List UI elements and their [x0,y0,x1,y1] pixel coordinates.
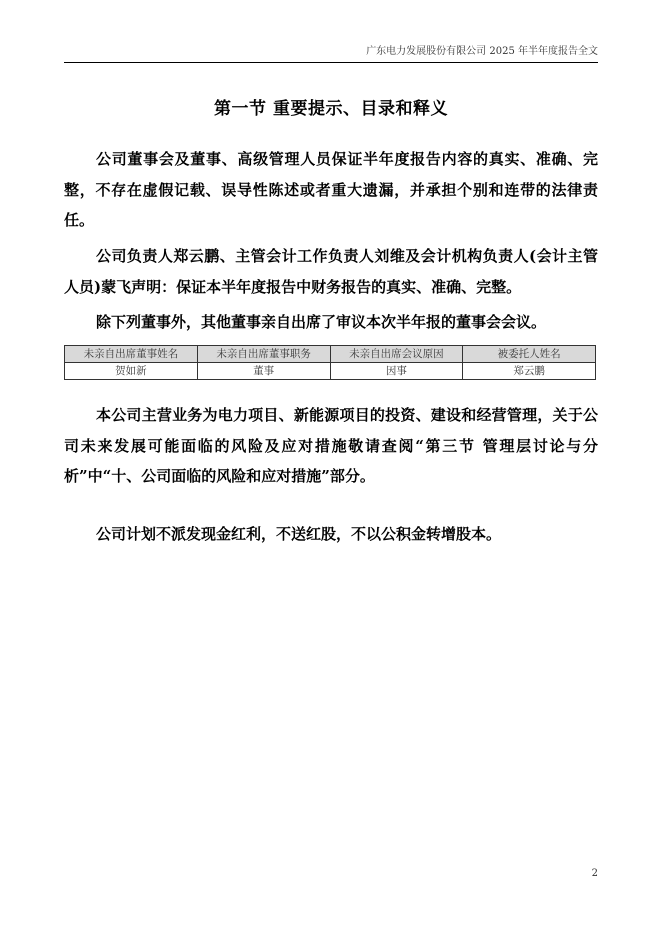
table-header-row [65,346,596,363]
cell-absent-director-position: 董事 [197,363,330,380]
section-title: 第一节 重要提示、目录和释义 [214,99,448,119]
absent-directors-table [64,345,596,380]
running-header-title: 广东电力发展股份有限公司 2025 年半年度报告全文 [366,46,598,57]
paragraph-business-risks: 本公司主营业务为电力项目、新能源项目的投资、建设和经营管理，关于公司未来发展可能面临的风险及应对措施敬请查阅“第三节 管理层讨论与分析”中“十、公司面临的风险和应对措施”部分。 [64,406,598,485]
table-row [65,363,596,380]
cell-absence-reason: 因事 [330,363,463,380]
column-header-proxy-name: 被委托人姓名 [463,346,596,363]
column-header-absence-reason: 未亲自出席会议原因 [330,346,463,363]
paragraph-dividend-plan: 公司计划不派发现金红利，不送红股，不以公积金转增股本。 [96,525,502,543]
paragraph-officers-statement: 公司负责人郑云鹏、主管会计工作负责人刘维及会计机构负责人(会计主管人员)蒙飞声明：保证本半年度报告中财务报告的真实、准确、完整。 [64,247,598,296]
paragraph-attendance: 除下列董事外，其他董事亲自出席了审议本次半年报的董事会会议。 [96,313,547,331]
running-header [64,46,598,63]
cell-absent-director-name: 贺如新 [65,363,198,380]
page-number: 2 [591,868,598,879]
column-header-absent-director-position: 未亲自出席董事职务 [197,346,330,363]
paragraph-board-guarantee: 公司董事会及董事、高级管理人员保证半年度报告内容的真实、准确、完整，不存在虚假记载、误导性陈述或者重大遗漏，并承担个别和连带的法律责任。 [64,150,598,229]
column-header-absent-director-name: 未亲自出席董事姓名 [65,346,198,363]
cell-proxy-name: 郑云鹏 [463,363,596,380]
